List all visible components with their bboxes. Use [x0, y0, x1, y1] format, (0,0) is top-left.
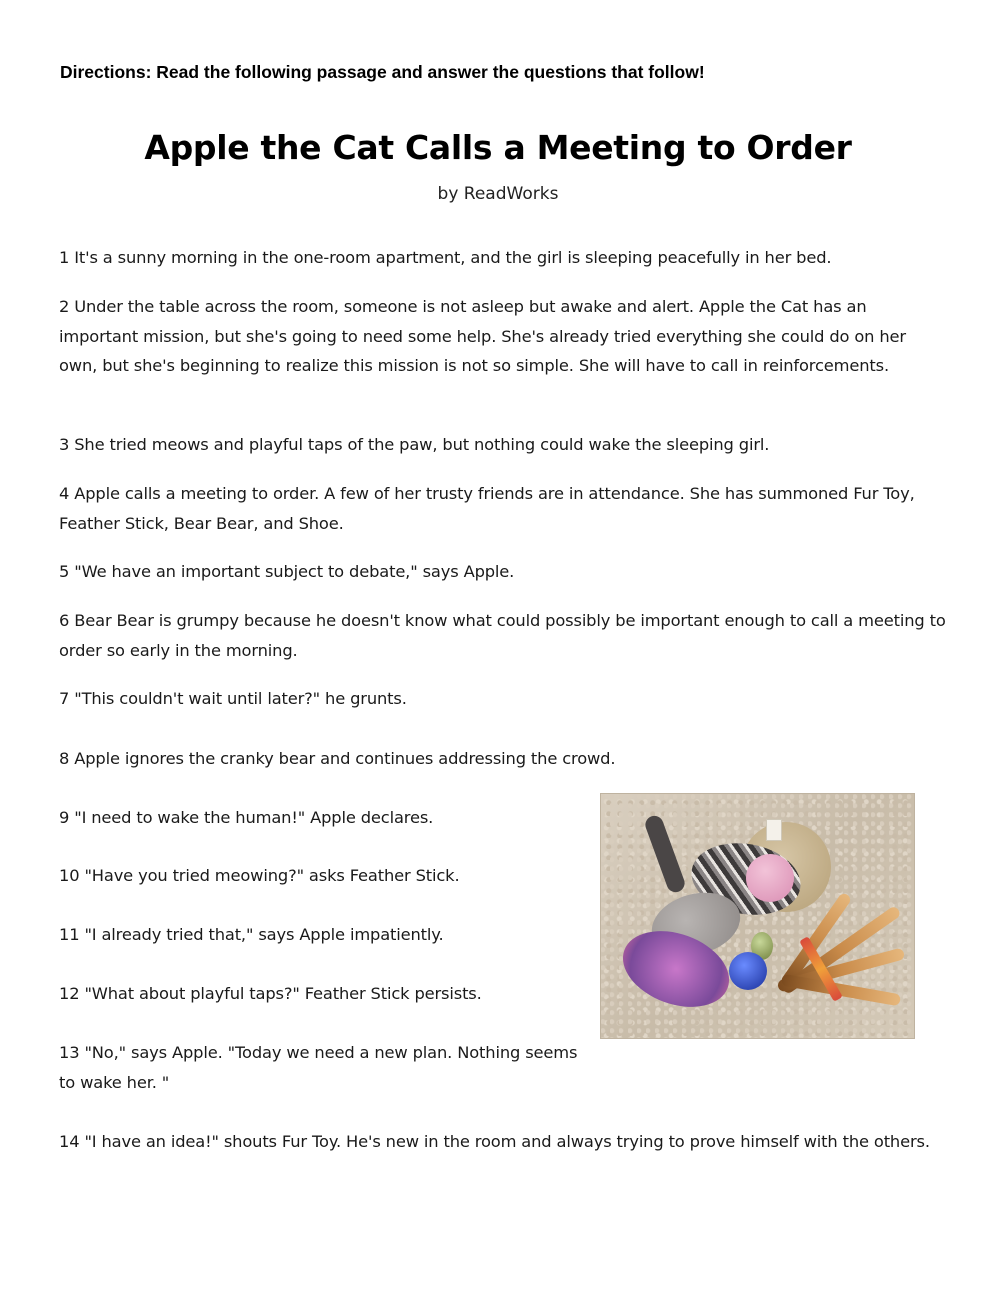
paragraph-5: 5 "We have an important subject to debate," says Apple. — [59, 562, 515, 581]
paragraph-11: 11 "I already tried that," says Apple impatiently. — [59, 925, 444, 944]
directions-text: Directions: Read the following passage and answer the questions that follow! — [60, 62, 705, 82]
passage-title: Apple the Cat Calls a Meeting to Order — [144, 128, 852, 167]
passage-byline: by ReadWorks — [437, 184, 559, 204]
paragraph-13: 13 "No," says Apple. "Today we need a new plan. Nothing seems to wake her. " — [59, 1043, 578, 1092]
price-tag — [766, 819, 782, 841]
paragraph-12: 12 "What about playful taps?" Feather Stick persists. — [59, 984, 482, 1003]
paragraph-10: 10 "Have you tried meowing?" asks Feather Stick. — [59, 866, 460, 885]
paragraph-3: 3 She tried meows and playful taps of the paw, but nothing could wake the sleeping girl. — [59, 435, 770, 454]
blue-ball-toy — [729, 952, 767, 990]
pink-ball-toy — [746, 854, 794, 902]
paragraph-1: 1 It's a sunny morning in the one-room apartment, and the girl is sleeping peacefully in her bed. — [59, 248, 832, 267]
paragraph-4: 4 Apple calls a meeting to order. A few of her trusty friends are in attendance. She has summoned Fur Toy, Feather Stick, Bear Bear, and Shoe. — [59, 484, 915, 533]
paragraph-7: 7 "This couldn't wait until later?" he grunts. — [59, 689, 407, 708]
paragraph-14: 14 "I have an idea!" shouts Fur Toy. He's new in the room and always trying to prove himself with the others. — [59, 1132, 930, 1151]
paragraph-8: 8 Apple ignores the cranky bear and continues addressing the crowd. — [59, 749, 616, 768]
mouse-tail — [643, 813, 687, 894]
feather — [781, 974, 901, 1007]
paragraph-2: 2 Under the table across the room, someone is not asleep but awake and alert. Apple the Cat has an important mission, but she's going to need some help. She's already tried everything she could do on her own, but she's beginning to realize this mission is not so simple. She will have to call in reinforcements. — [59, 297, 906, 375]
paragraph-9: 9 "I need to wake the human!" Apple declares. — [59, 808, 434, 827]
cat-toys-photo — [600, 793, 915, 1039]
paragraph-6: 6 Bear Bear is grumpy because he doesn't know what could possibly be important enough to call a meeting to order so early in the morning. — [59, 611, 946, 660]
